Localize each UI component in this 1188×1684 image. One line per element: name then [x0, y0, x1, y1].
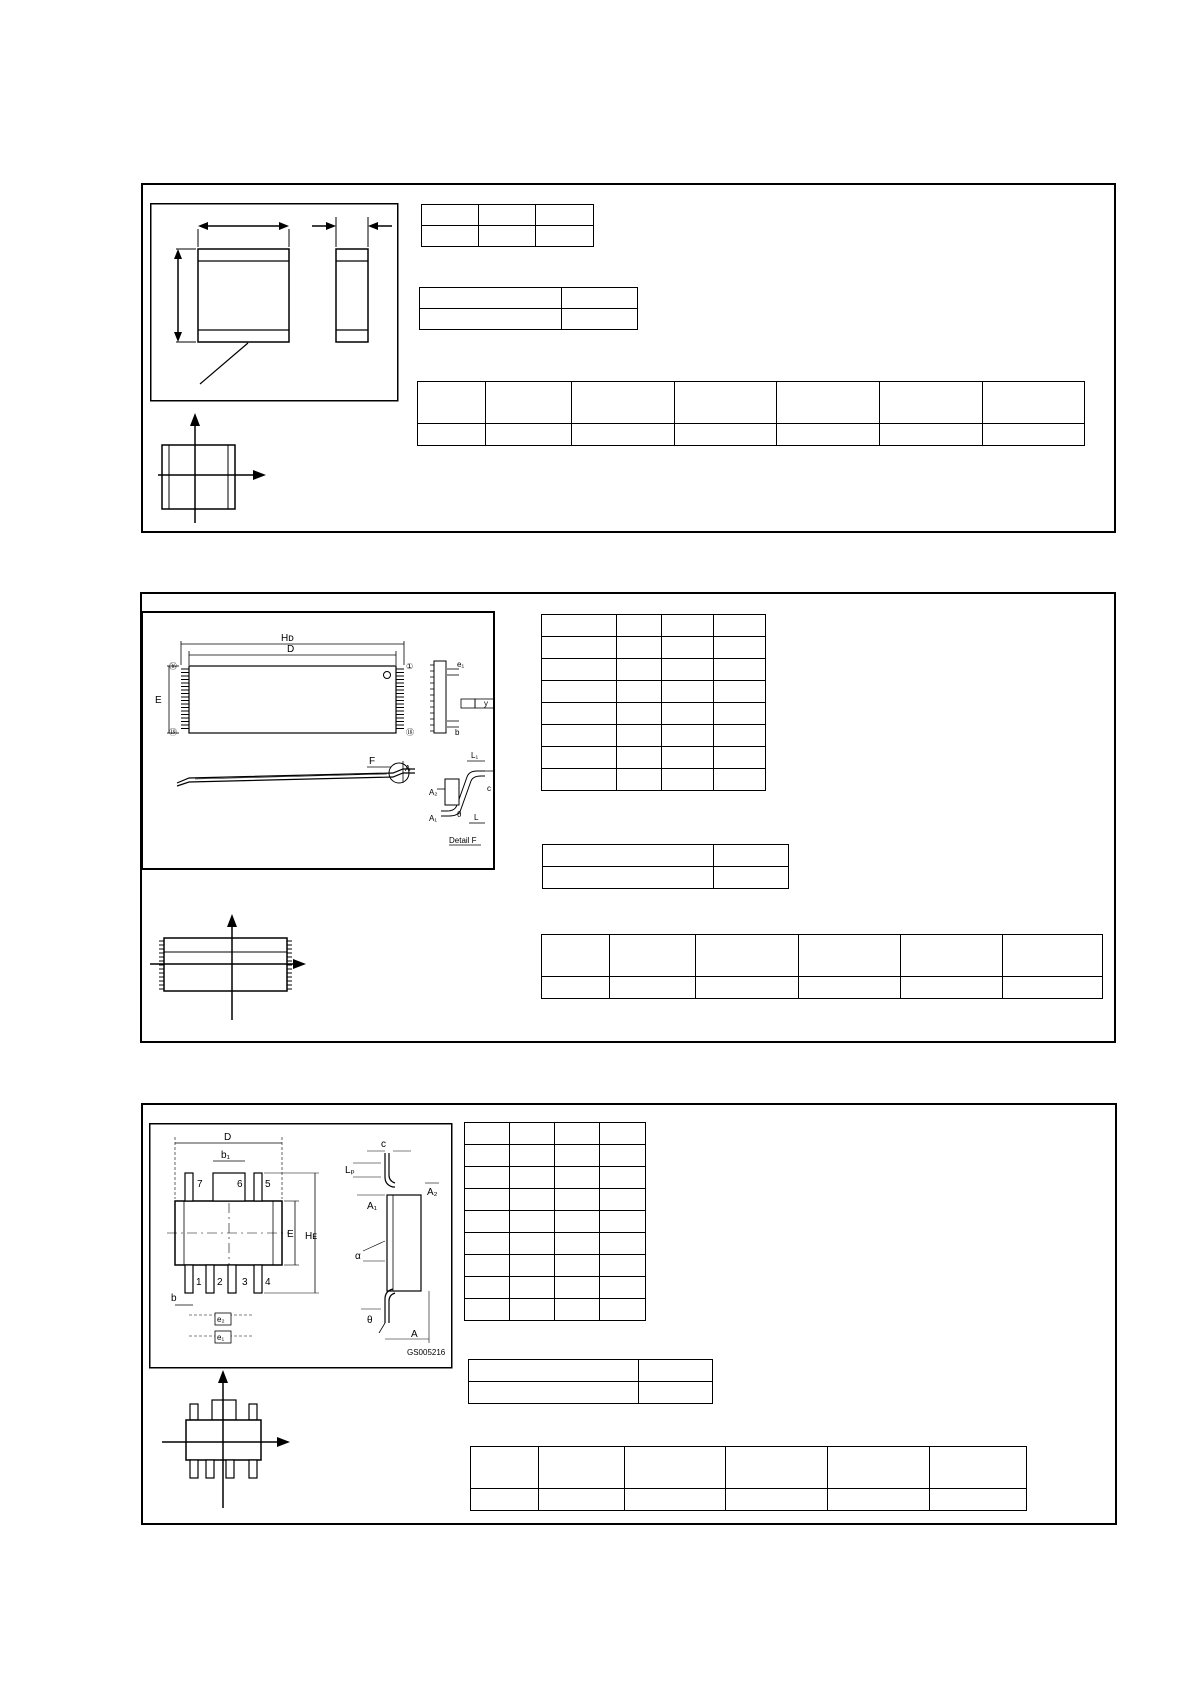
detail-f-caption: Detail F [449, 836, 477, 845]
sot-pin-6-label: 6 [237, 1179, 243, 1190]
sot-pin-3-label: 3 [242, 1277, 248, 1288]
dim-d-label: D [287, 644, 295, 655]
dim-a2-label: A₂ [429, 788, 438, 797]
table-1a [421, 204, 594, 247]
sot-dim-he-label: Hᴇ [305, 1231, 318, 1242]
orientation-diagram-1 [158, 411, 268, 523]
dim-e1-top-label: e₁ [457, 660, 465, 669]
pin-1-label: ① [406, 662, 414, 671]
sot-dim-lp-label: Lₚ [345, 1165, 355, 1176]
sot-dim-a2-label: A₂ [427, 1187, 438, 1198]
table-2b [542, 844, 789, 889]
sot-angle-theta-label: θ [367, 1315, 373, 1326]
orientation-diagram-3 [162, 1368, 292, 1508]
sot-pin-1-label: 1 [196, 1277, 202, 1288]
package-drawing-1 [150, 203, 400, 403]
sot-dim-d-label: D [224, 1132, 232, 1143]
coplanarity-y-label: y [484, 699, 488, 708]
table-1c [417, 381, 1085, 446]
pin-19-label: ⑲ [169, 728, 177, 737]
orientation-diagram-2 [148, 912, 308, 1020]
package-section-2 [140, 592, 1116, 1043]
sot-pin-5-label: 5 [265, 1179, 271, 1190]
pin-36-label: ㊱ [169, 662, 177, 671]
dim-e-label: E [155, 695, 162, 706]
sot-pin-4-label: 4 [265, 1277, 271, 1288]
sot-pin-7-label: 7 [197, 1179, 203, 1190]
sot-dim-a1-label: A₁ [367, 1201, 378, 1212]
sot-dim-e2-label: e₂ [217, 1315, 225, 1324]
table-3c [470, 1446, 1027, 1511]
dim-a-label: A [405, 764, 411, 773]
sot-dim-a-label: A [411, 1329, 418, 1340]
sot-angle-alpha-label: α [355, 1251, 361, 1262]
tsop-package-drawing [141, 611, 495, 870]
table-1b [419, 287, 638, 330]
sot-drawing-code: GS005216 [407, 1348, 446, 1357]
sot-dim-e1-label: e₁ [217, 1333, 225, 1342]
dim-l1-label: L₁ [471, 751, 479, 760]
sot-dim-c-label: c [381, 1139, 386, 1150]
sot-dim-b-label: b [171, 1293, 177, 1304]
dim-a1-label: A₁ [429, 814, 438, 823]
angle-theta-label: θ [457, 810, 462, 819]
tsop-dimension-table [541, 614, 766, 791]
table-3b [468, 1359, 713, 1404]
sot-dim-b1-label: b₁ [221, 1150, 230, 1161]
sot-pin-2-label: 2 [217, 1277, 223, 1288]
table-2c [541, 934, 1103, 999]
package-section-1 [141, 183, 1116, 533]
detail-f-ref-label: F [369, 756, 376, 767]
sot-package-drawing [149, 1123, 453, 1369]
pin-18-label: ⑱ [406, 728, 414, 737]
package-section-3 [141, 1103, 1117, 1525]
dim-b-label: b [455, 728, 460, 737]
dim-hd-label: Hᴅ [281, 633, 294, 644]
sot-dimension-table [464, 1122, 646, 1321]
dim-c-label: c [487, 784, 491, 793]
sot-dim-e-label: E [287, 1229, 294, 1240]
dim-l-label: L [474, 813, 479, 822]
